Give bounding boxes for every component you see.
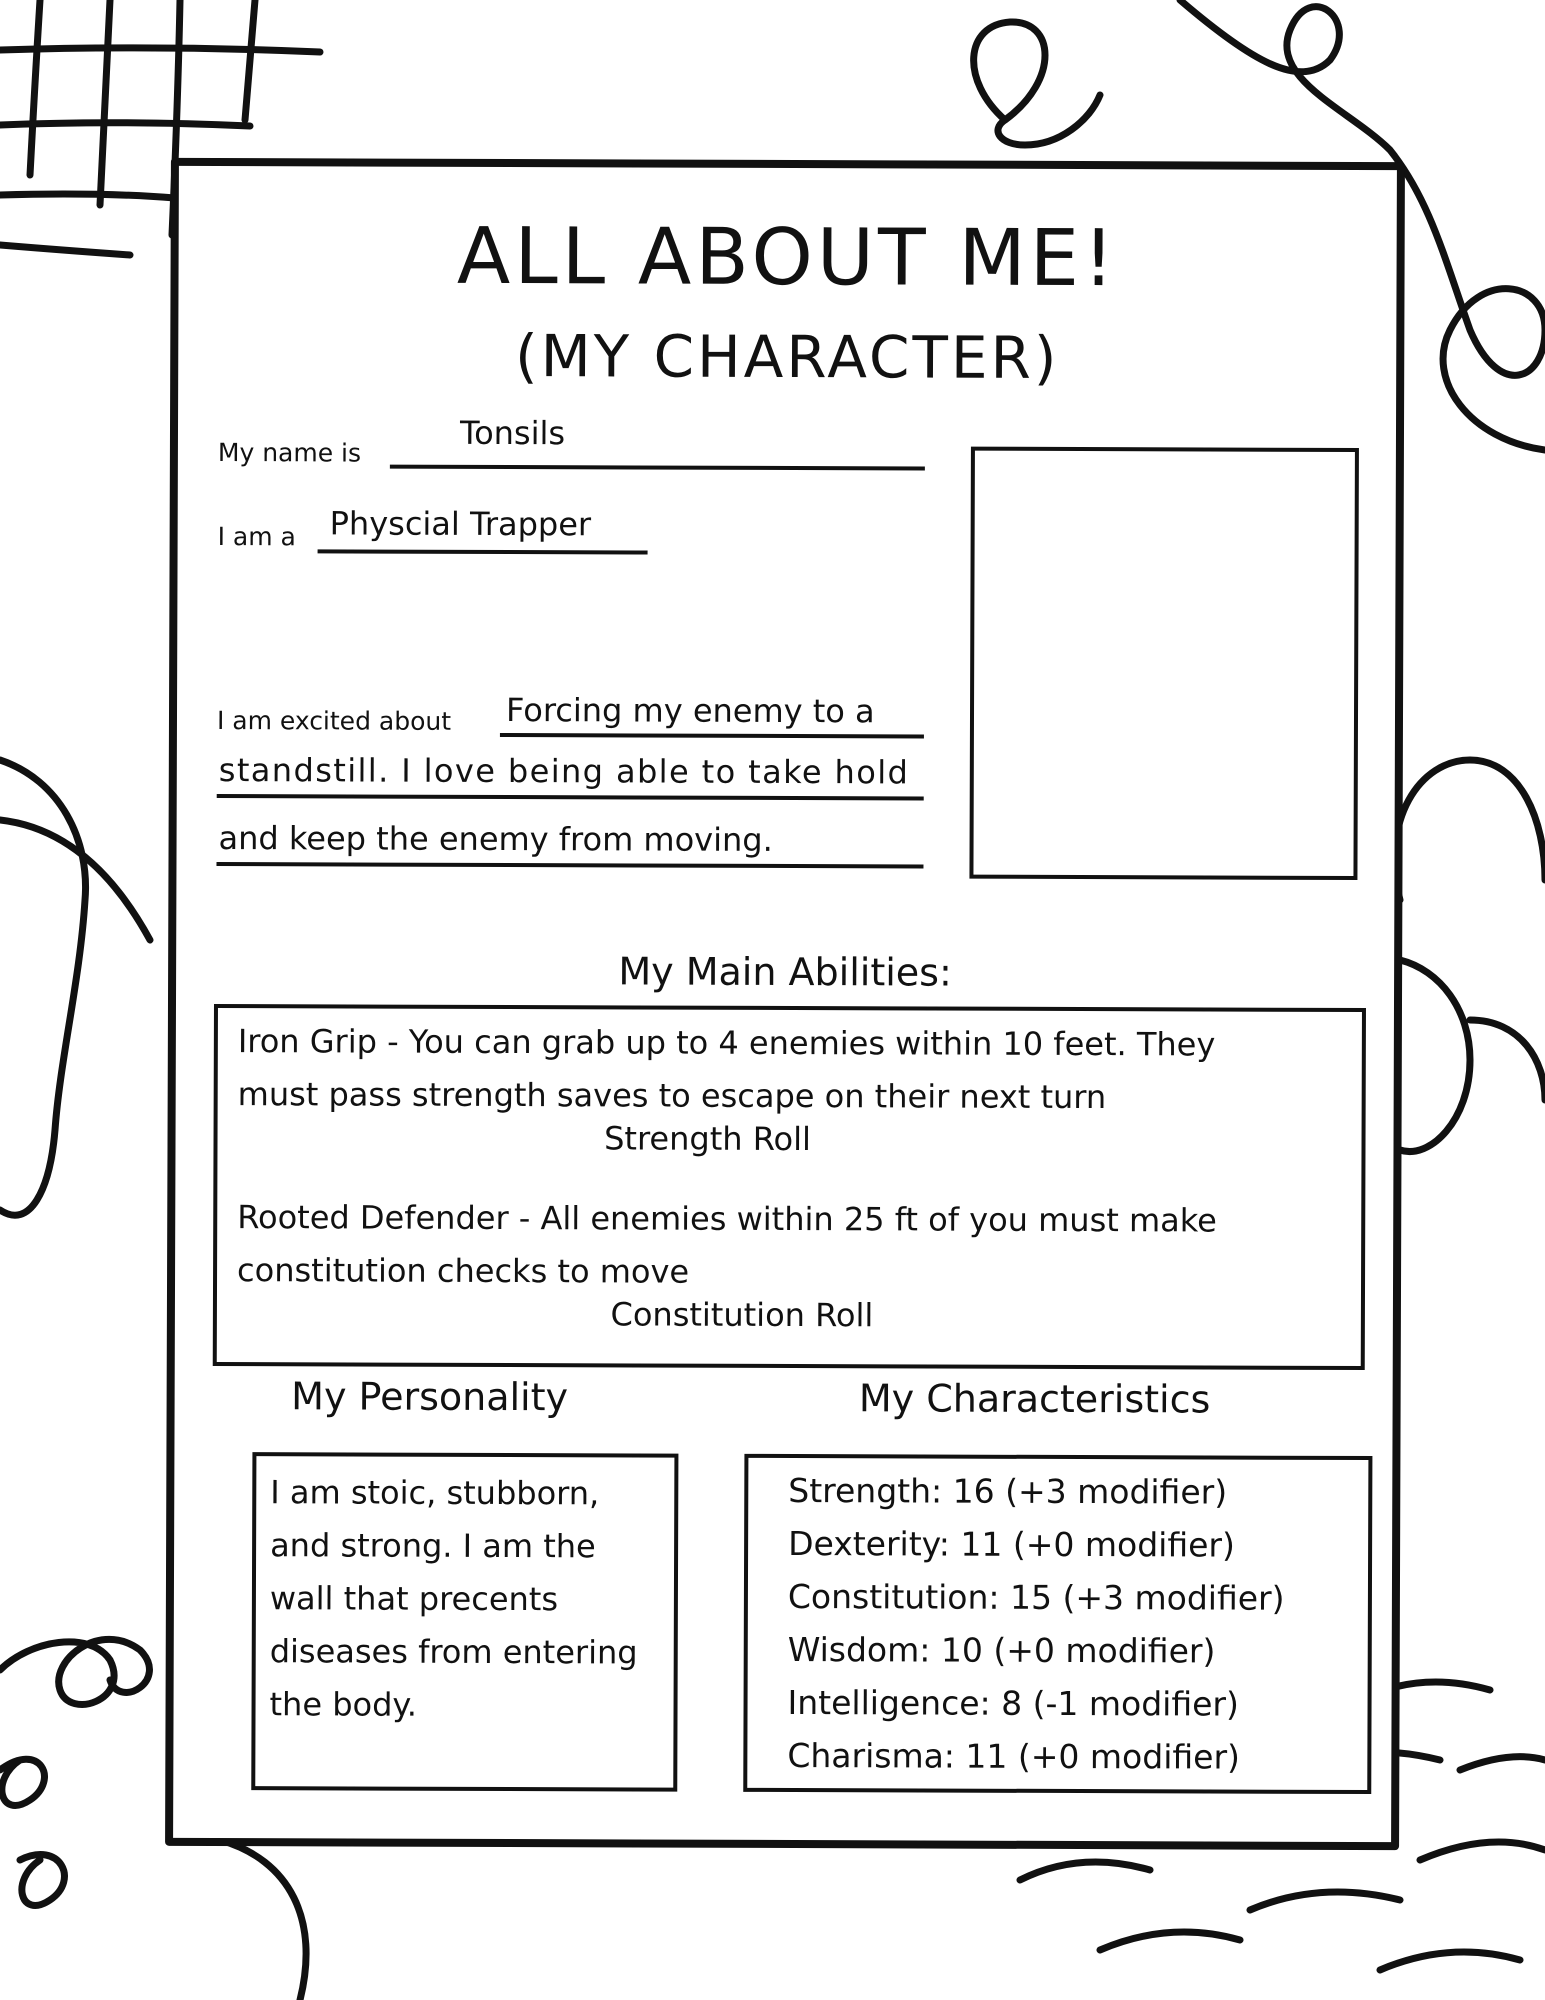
- character-picture-box[interactable]: [969, 447, 1359, 880]
- ability-1-roll: Strength Roll: [604, 1119, 811, 1159]
- stat-wisdom: Wisdom: 10 (+0 modifier): [787, 1630, 1216, 1671]
- stat-constitution: Constitution: 15 (+3 modifier): [787, 1577, 1285, 1618]
- personality-box: [251, 1452, 678, 1791]
- page-subtitle: (MY CHARACTER): [514, 322, 1060, 392]
- abilities-heading: My Main Abilities:: [618, 949, 952, 995]
- abilities-box: [213, 1004, 1366, 1370]
- personality-text: I am stoic, stubborn, and strong. I am the wall that precents diseases from entering the body.: [269, 1473, 638, 1724]
- loop-doodle-small: [974, 22, 1100, 145]
- stat-charisma: Charisma: 11 (+0 modifier): [787, 1736, 1241, 1777]
- class-value: Physcial Trapper: [329, 504, 592, 544]
- name-value: Tonsils: [459, 413, 566, 453]
- excited-text-line-1: Forcing my enemy to a: [505, 691, 875, 731]
- ability-2-line-1: Rooted Defender - All enemies within 25 ft of you must make: [237, 1198, 1217, 1240]
- worksheet: [165, 158, 1405, 1850]
- flower-doodle: [1395, 760, 1545, 1152]
- page-title: ALL ABOUT ME!: [456, 211, 1119, 305]
- personality-heading: My Personality: [291, 1374, 569, 1420]
- ability-1-line-1: Iron Grip - You can grab up to 4 enemies within 10 feet. They: [237, 1022, 1216, 1064]
- characteristics-list: [787, 1464, 1285, 1784]
- stat-intelligence: Intelligence: 8 (-1 modifier): [787, 1683, 1239, 1724]
- class-label: I am a: [217, 522, 296, 552]
- stat-strength: Strength: 16 (+3 modifier): [788, 1471, 1228, 1512]
- ability-2-roll: Constitution Roll: [610, 1295, 874, 1335]
- ability-1-line-2: must pass strength saves to escape on their next turn: [237, 1075, 1107, 1117]
- excited-text-line-3: and keep the enemy from moving.: [218, 819, 773, 859]
- characteristics-heading: My Characteristics: [858, 1376, 1211, 1422]
- excited-label: I am excited about: [216, 706, 452, 736]
- ability-2-line-2: constitution checks to move: [237, 1251, 690, 1291]
- name-label: My name is: [217, 438, 362, 468]
- characteristics-box: [743, 1454, 1372, 1794]
- excited-text-line-2: standstill. I love being able to take hold: [218, 751, 910, 792]
- stat-dexterity: Dexterity: 11 (+0 modifier): [788, 1524, 1235, 1565]
